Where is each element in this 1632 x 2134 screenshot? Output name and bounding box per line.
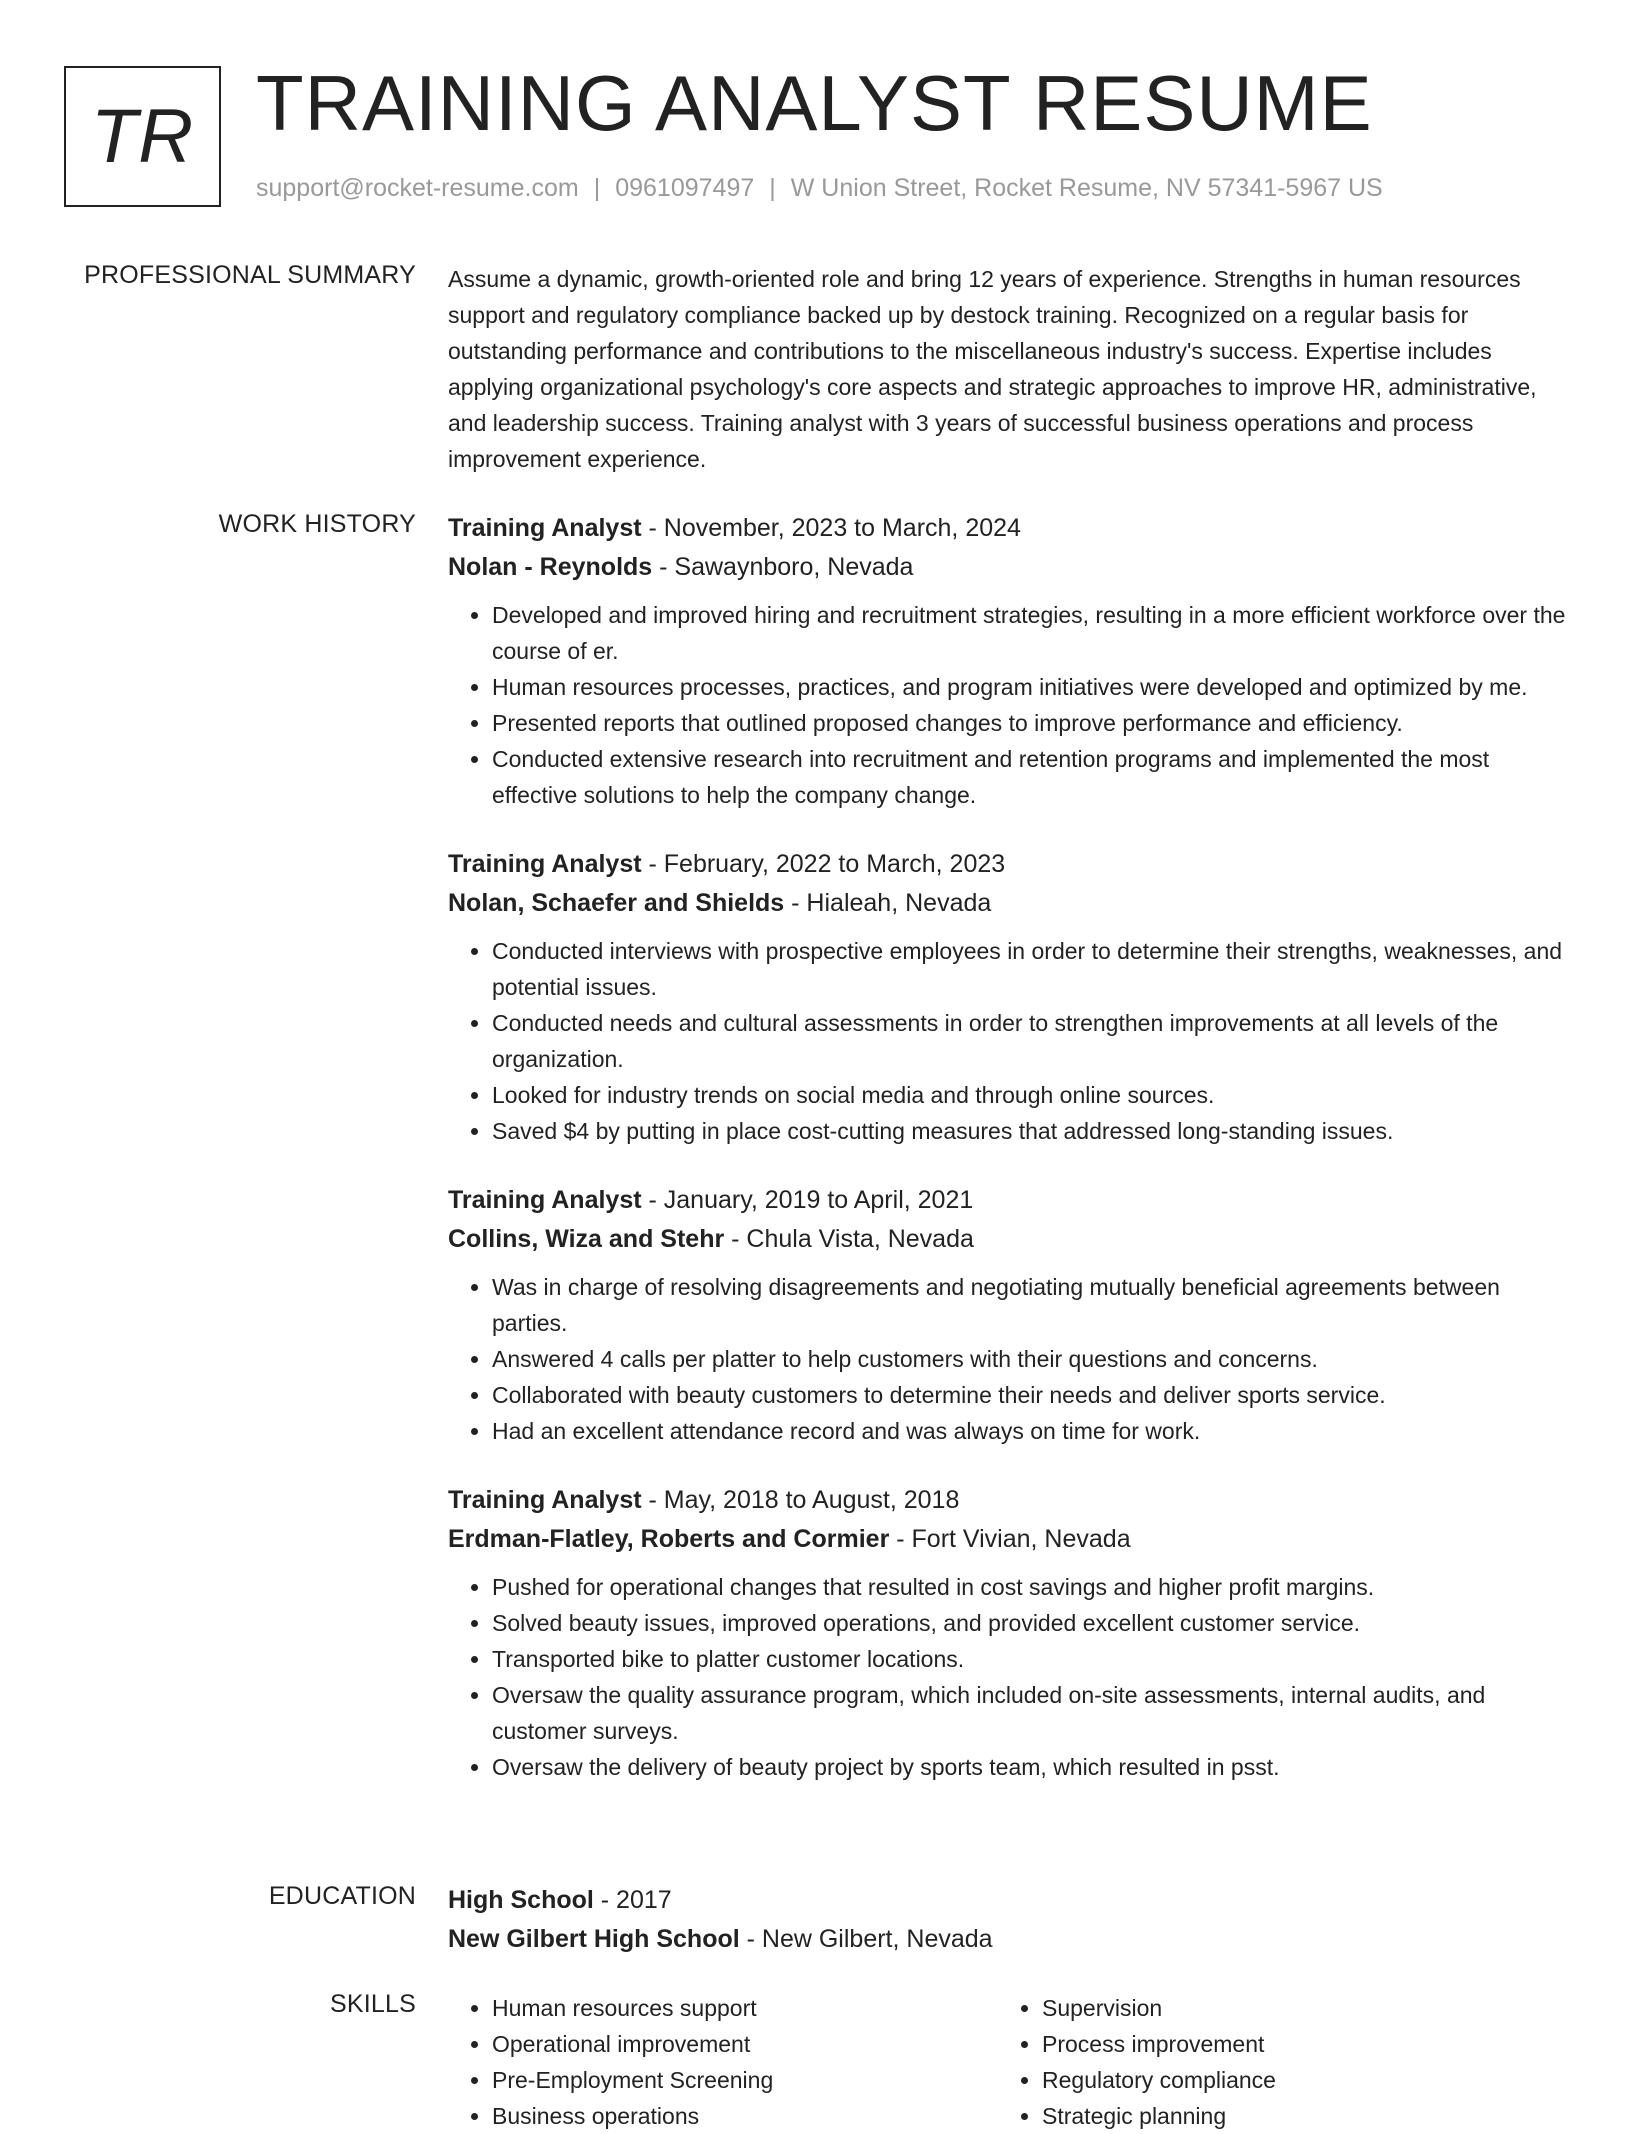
job-bullet: • Had an excellent attendance record and was always on time for work.	[492, 1413, 1568, 1449]
job-bullet: • Looked for industry trends on social media and through online sources.	[492, 1077, 1568, 1113]
job-company-line	[448, 1220, 1568, 1259]
job-title: Training Analyst	[448, 850, 642, 878]
job-bullet: • Pushed for operational changes that resulted in cost savings and higher profit margins.	[492, 1569, 1568, 1605]
job-bullets	[448, 933, 1568, 1149]
job-location: - Sawaynboro, Nevada	[652, 553, 914, 581]
contact-address: W Union Street, Rocket Resume, NV 57341-5967 US	[790, 174, 1383, 202]
job-bullets	[448, 1269, 1568, 1449]
job-bullet: • Was in charge of resolving disagreements and negotiating mutually beneficial agreements between parties.	[492, 1269, 1568, 1341]
job-dates: - May, 2018 to August, 2018	[641, 1486, 960, 1514]
section-label-work-history: WORK HISTORY	[218, 510, 416, 538]
job-bullet: • Conducted interviews with prospective employees in order to determine their strengths, weaknesses, and potential issues.	[492, 933, 1568, 1005]
education-degree: High School	[448, 1886, 594, 1914]
summary-text: Assume a dynamic, growth-oriented role and bring 12 years of experience. Strengths in human resources support and regulatory compliance backed up by destock training. Recognized on a regular basis for outstanding performance and contributions to the miscellaneous industry's success. Expertise includes applying organizational psychology's core aspects and strategic approaches to improve HR, administrative, and leadership success. Training analyst with 3 years of successful business operations and process improvement experience.	[448, 266, 1537, 472]
job-bullet: • Answered 4 calls per platter to help customers with their questions and concerns.	[492, 1341, 1568, 1377]
job-bullet: • Saved $4 by putting in place cost-cutting measures that addressed long-standing issues.	[492, 1113, 1568, 1149]
job-company-line	[448, 548, 1568, 587]
skills-list-left	[448, 1990, 998, 2134]
job-bullet: • Transported bike to platter customer locations.	[492, 1641, 1568, 1677]
education-degree-line	[448, 1881, 1568, 1920]
education-location: - New Gilbert, Nevada	[739, 1925, 993, 1953]
contact-separator: |	[593, 174, 601, 202]
skill-item: • Regulatory compliance	[1042, 2062, 1548, 2098]
section-label-summary: PROFESSIONAL SUMMARY	[84, 261, 416, 289]
job-company: Collins, Wiza and Stehr	[448, 1225, 725, 1253]
skill-item: • Business operations	[492, 2098, 998, 2134]
job-company-line	[448, 1520, 1568, 1559]
job-title-line	[448, 509, 1568, 548]
contact-email: support@rocket-resume.com	[256, 174, 579, 202]
skill-item: • Strategic planning	[1042, 2098, 1548, 2134]
job-title: Training Analyst	[448, 1486, 642, 1514]
job-bullet: • Oversaw the delivery of beauty project by sports team, which resulted in psst.	[492, 1749, 1568, 1785]
skill-item: • Process improvement	[1042, 2026, 1548, 2062]
job-company: Erdman-Flatley, Roberts and Cormier	[448, 1525, 890, 1553]
job-company: Nolan, Schaefer and Shields	[448, 889, 785, 917]
job-title-line	[448, 1481, 1568, 1520]
job-bullet: • Presented reports that outlined proposed changes to improve performance and efficiency.	[492, 705, 1568, 741]
job-title-line	[448, 1181, 1568, 1220]
job-entry	[448, 1181, 1568, 1449]
section-label-skills: SKILLS	[330, 1990, 416, 2018]
skill-item: • Human resources support	[492, 1990, 998, 2026]
education-year: - 2017	[593, 1886, 672, 1914]
job-location: - Fort Vivian, Nevada	[889, 1525, 1131, 1553]
job-bullets	[448, 1569, 1568, 1785]
education-school-line	[448, 1920, 1568, 1959]
job-company: Nolan - Reynolds	[448, 553, 653, 581]
job-dates: - November, 2023 to March, 2024	[641, 514, 1021, 542]
job-location: - Hialeah, Nevada	[784, 889, 992, 917]
job-list	[448, 509, 1568, 1817]
contact-separator: |	[769, 174, 776, 202]
job-bullets	[448, 597, 1568, 813]
job-location: - Chula Vista, Nevada	[724, 1225, 974, 1253]
job-title: Training Analyst	[448, 1186, 642, 1214]
contact-line	[256, 174, 1383, 203]
skills-list-right	[998, 1990, 1548, 2134]
skill-item: • Operational improvement	[492, 2026, 998, 2062]
contact-phone: 0961097497	[615, 174, 755, 202]
job-bullet: • Solved beauty issues, improved operations, and provided excellent customer service.	[492, 1605, 1568, 1641]
job-title: Training Analyst	[448, 514, 642, 542]
job-bullet: • Conducted extensive research into recruitment and retention programs and implemented the most effective solutions to help the company change.	[492, 741, 1568, 813]
job-company-line	[448, 884, 1568, 923]
job-bullet: • Oversaw the quality assurance program, which included on-site assessments, internal audits, and customer surveys.	[492, 1677, 1568, 1749]
job-entry	[448, 509, 1568, 813]
skill-item: • Pre-Employment Screening	[492, 2062, 998, 2098]
job-bullet: • Developed and improved hiring and recruitment strategies, resulting in a more efficient workforce over the course of er.	[492, 597, 1568, 669]
monogram-logo: TR	[64, 66, 221, 207]
job-bullet: • Human resources processes, practices, and program initiatives were developed and optimized by me.	[492, 669, 1568, 705]
education-school: New Gilbert High School	[448, 1925, 740, 1953]
job-bullet: • Collaborated with beauty customers to determine their needs and deliver sports service.	[492, 1377, 1568, 1413]
section-label-education: EDUCATION	[268, 1882, 416, 1910]
job-entry	[448, 845, 1568, 1149]
job-dates: - January, 2019 to April, 2021	[641, 1186, 974, 1214]
job-entry	[448, 1481, 1568, 1785]
skill-item: • Supervision	[1042, 1990, 1548, 2026]
job-dates: - February, 2022 to March, 2023	[641, 850, 1006, 878]
job-bullet: • Conducted needs and cultural assessments in order to strengthen improvements at all levels of the organization.	[492, 1005, 1568, 1077]
page-title: TRAINING ANALYST RESUME	[256, 59, 1373, 147]
job-title-line	[448, 845, 1568, 884]
